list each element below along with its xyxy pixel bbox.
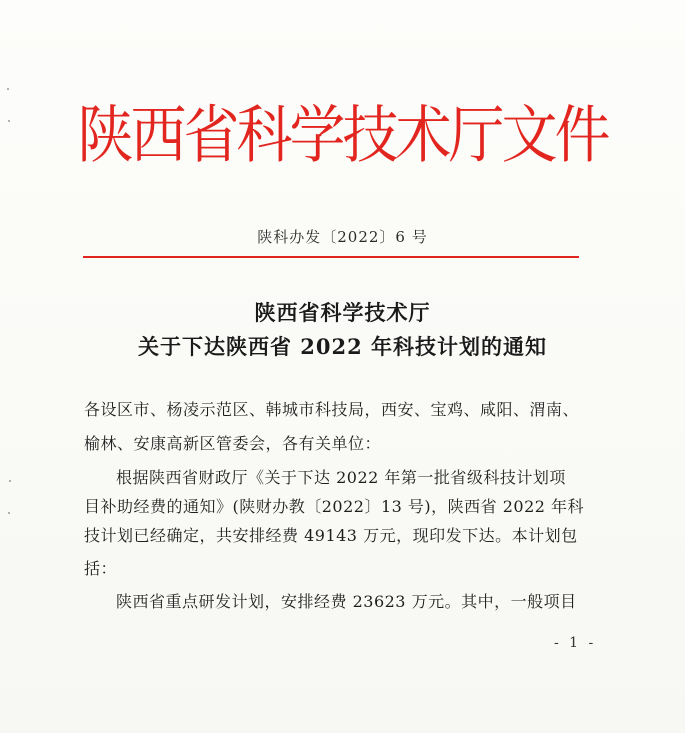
scan-speck [7,88,9,90]
scan-speck [8,512,10,514]
header-divider [83,256,579,258]
document-number: 陕科办发〔2022〕6 号 [257,228,428,246]
body-line-addressees: 各设区市、杨凌示范区、韩城市科技局，西安、宝鸡、咸阳、渭南、 [84,400,580,419]
body-paragraph-line: 陕西省重点研发计划，安排经费 23623 万元。其中，一般项目 [116,592,577,611]
body-paragraph-line: 括： [84,559,118,578]
scan-speck [9,480,11,482]
body-paragraph-line: 根据陕西省财政厅《关于下达 2022 年第一批省级科技计划项 [116,468,566,487]
document-header-title: 陕西省科学技术厅文件 [77,99,608,173]
body-paragraph-line: 技计划已经确定，共安排经费 49143 万元，现印发下达。本计划包 [84,526,578,545]
body-paragraph-line: 目补助经费的通知》(陕财办教〔2022〕13 号)，陕西省 2022 年科 [84,497,585,516]
body-line-addressees-cont: 榆林、安康高新区管委会，各有关单位： [84,434,382,453]
notice-title-line2: 关于下达陕西省 2022 年科技计划的通知 [137,334,548,359]
notice-title-line1: 陕西省科学技术厅 [254,300,431,325]
page-number: - 1 - [554,635,597,651]
